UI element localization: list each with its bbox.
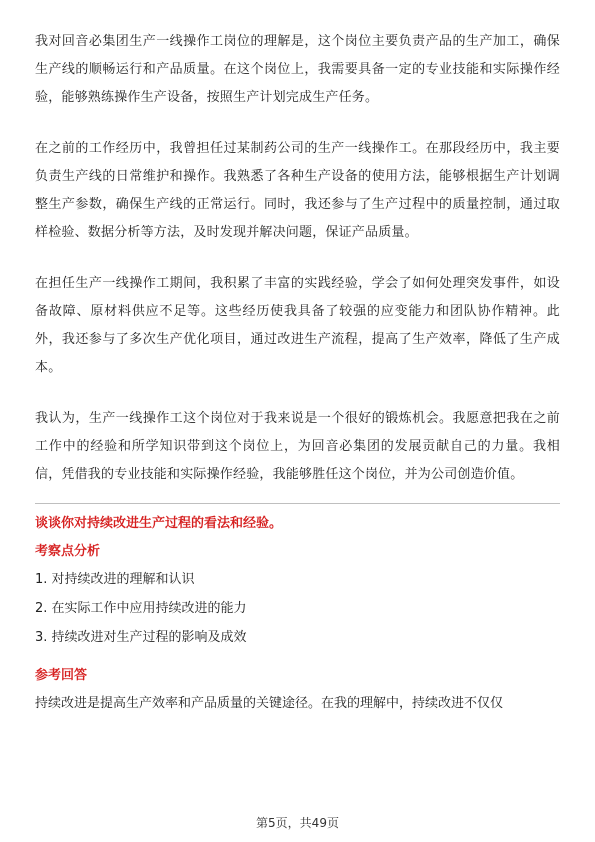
analysis-point-3: 3. 持续改进对生产过程的影响及成效	[35, 630, 247, 645]
paragraph-2: 在之前的工作经历中，我曾担任过某制药公司的生产一线操作工。在那段经历中，我主要负责生产线的日常维护和操作。我熟悉了各种生产设备的使用方法，能够根据生产计划调整生产参数，确保生产线的正常运行。同时，我还参与了生产过程中的质量控制，通过取样检验、数据分析等方法，及时发现并解决问题，保证产品质量。	[35, 141, 560, 240]
page-number: 第5页，共49页	[256, 816, 339, 830]
answer-title: 参考回答	[35, 668, 88, 683]
paragraph-3: 在担任生产一线操作工期间，我积累了丰富的实践经验，学会了如何处理突发事件，如设备故障、原材料供应不足等。这些经历使我具备了较强的应变能力和团队协作精神。此外，我还参与了多次生产优化项目，通过改进生产流程，提高了生产效率，降低了生产成本。	[35, 276, 560, 375]
analysis-title: 考察点分析	[35, 544, 101, 559]
paragraph-4: 我认为，生产一线操作工这个岗位对于我来说是一个很好的锻炼机会。我愿意把我在之前工作中的经验和所学知识带到这个岗位上，为回音必集团的发展贡献自己的力量。我相信，凭借我的专业技能和实际操作经验，我能够胜任这个岗位，并为公司创造价值。	[35, 411, 560, 482]
analysis-point-2: 2. 在实际工作中应用持续改进的能力	[35, 601, 247, 616]
interview-question: 谈谈你对持续改进生产过程的看法和经验。	[35, 516, 283, 531]
answer-text: 持续改进是提高生产效率和产品质量的关键途径。在我的理解中，持续改进不仅仅	[35, 696, 504, 711]
analysis-point-1: 1. 对持续改进的理解和认识	[35, 572, 195, 587]
paragraph-1: 我对回音必集团生产一线操作工岗位的理解是，这个岗位主要负责产品的生产加工，确保生产线的顺畅运行和产品质量。在这个岗位上，我需要具备一定的专业技能和实际操作经验，能够熟练操作生产设备，按照生产计划完成生产任务。	[35, 34, 560, 105]
section-divider	[35, 503, 560, 504]
document-page	[35, 28, 560, 717]
